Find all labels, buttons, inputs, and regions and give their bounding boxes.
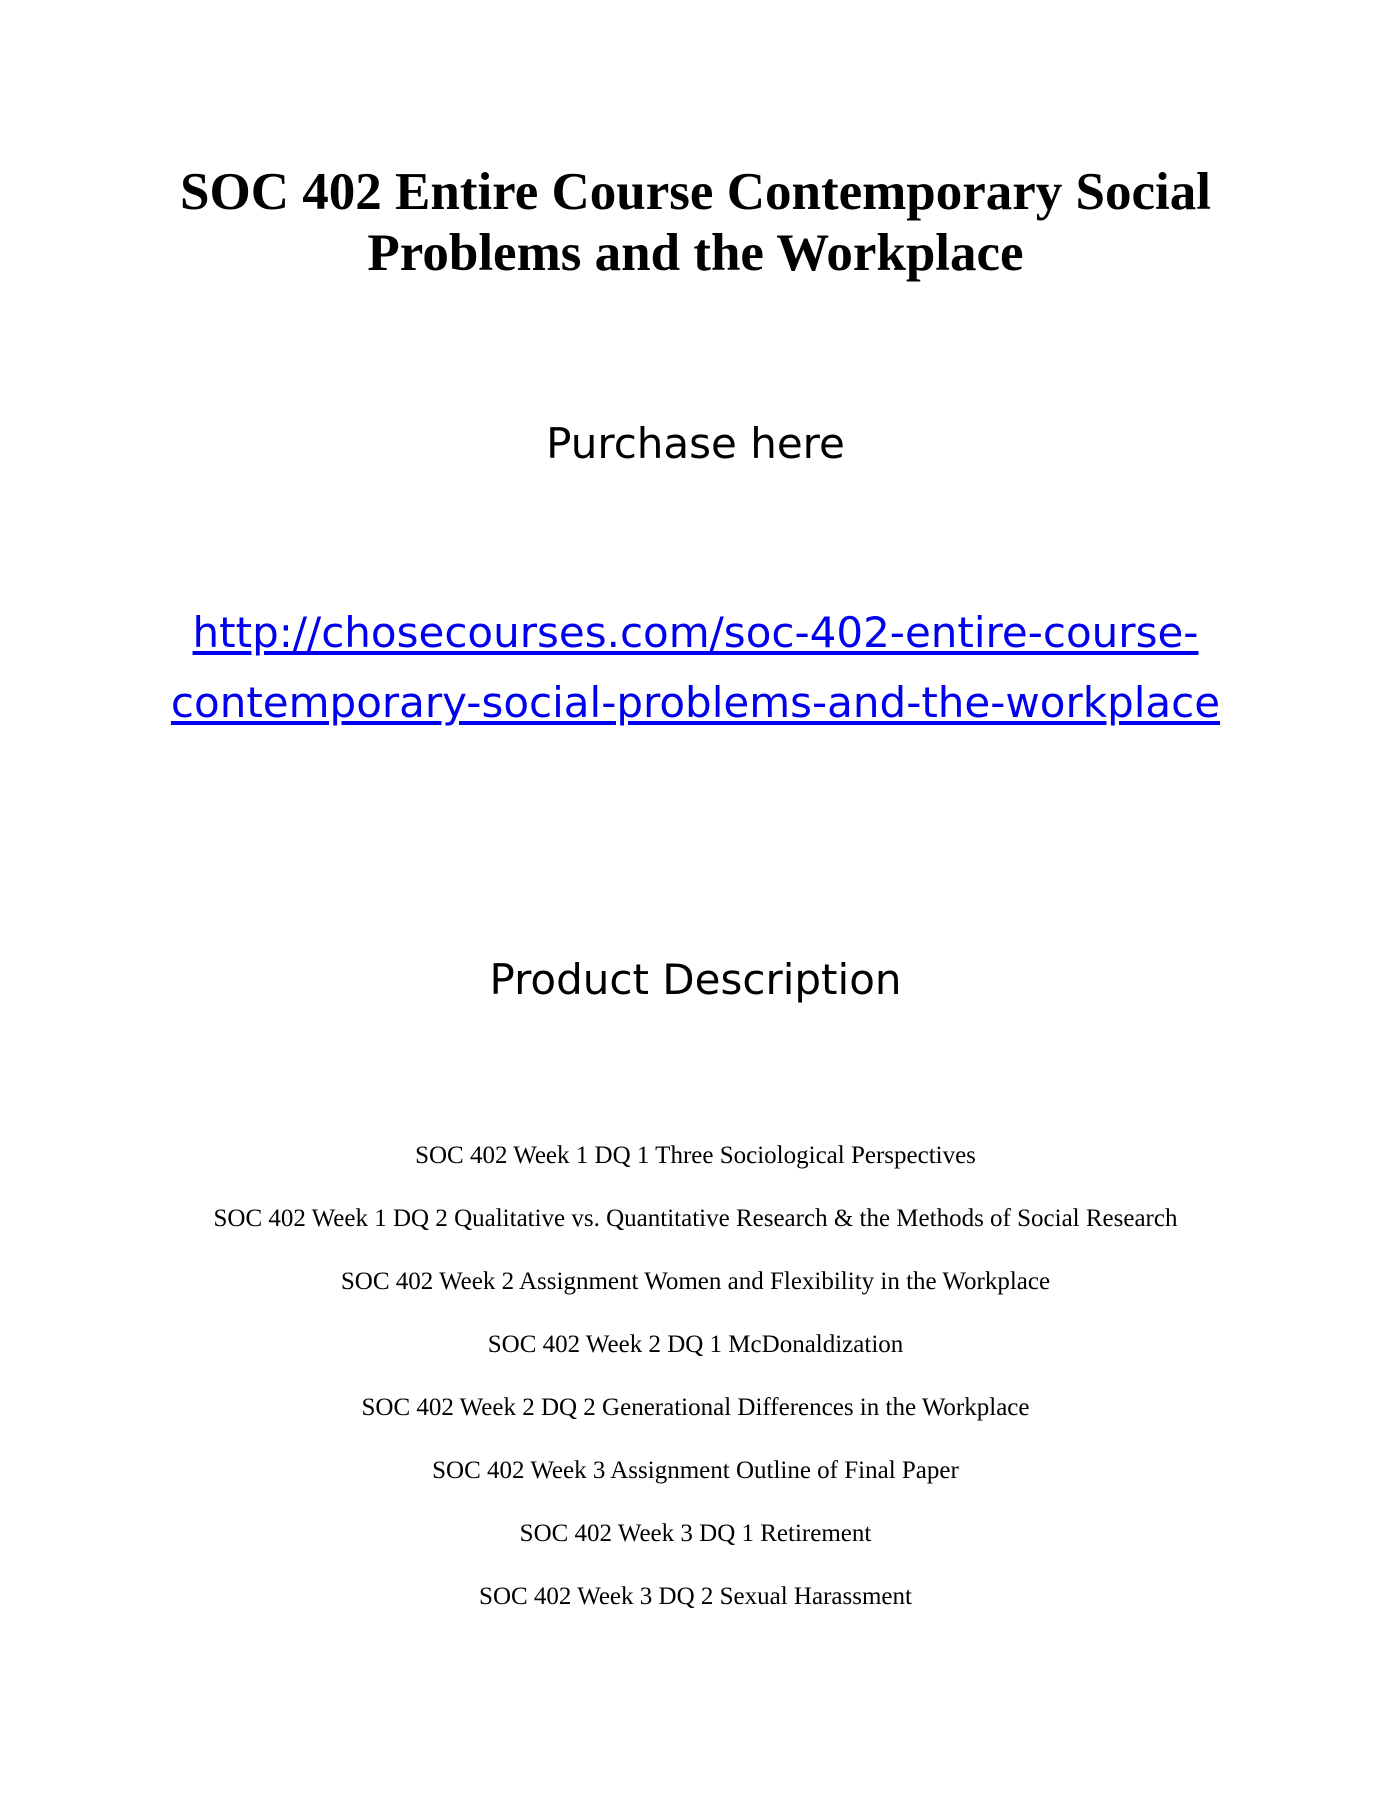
list-item: SOC 402 Week 2 DQ 1 McDonaldization	[487, 1331, 904, 1358]
title-line-2: Problems and the Workplace	[367, 224, 1024, 282]
purchase-label: Purchase here	[546, 419, 845, 468]
purchase-link-part-1[interactable]: http://chosecourses.com/soc-402-entire-course-	[192, 608, 1199, 657]
title-line-1: SOC 402 Entire Course Contemporary Social	[180, 163, 1211, 221]
list-item: SOC 402 Week 2 DQ 2 Generational Differences in the Workplace	[361, 1394, 1030, 1421]
page-title	[0, 162, 1391, 284]
purchase-link-line-1	[0, 598, 1391, 668]
list-item: SOC 402 Week 1 DQ 2 Qualitative vs. Quantitative Research & the Methods of Social Research	[213, 1205, 1178, 1232]
purchase-link-block	[0, 598, 1391, 738]
product-description-heading: Product Description	[489, 955, 902, 1004]
purchase-link-line-2	[0, 668, 1391, 738]
list-item: SOC 402 Week 3 DQ 2 Sexual Harassment	[479, 1583, 912, 1610]
course-item-list	[0, 1140, 1391, 1644]
purchase-link-part-2[interactable]: contemporary-social-problems-and-the-workplace	[170, 678, 1221, 727]
list-item: SOC 402 Week 1 DQ 1 Three Sociological Perspectives	[415, 1142, 976, 1169]
list-item: SOC 402 Week 3 DQ 1 Retirement	[519, 1520, 872, 1547]
list-item: SOC 402 Week 2 Assignment Women and Flexibility in the Workplace	[340, 1268, 1051, 1295]
list-item: SOC 402 Week 3 Assignment Outline of Final Paper	[432, 1457, 959, 1484]
